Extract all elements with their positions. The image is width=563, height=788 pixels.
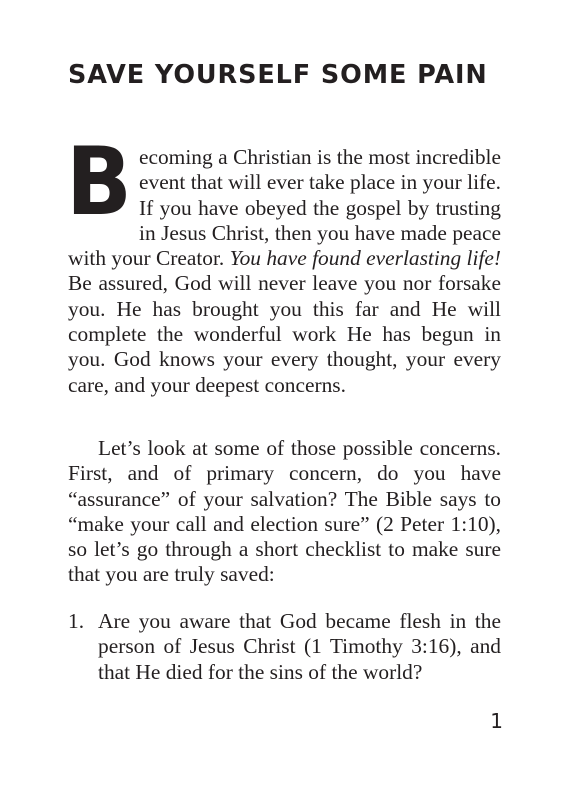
checklist-item-text: Are you aware that God became flesh in the person of Jesus Christ (1 Timothy 3:16), and that He died for the sins of the world? [98,609,501,684]
opening-text-part1: ecoming a Christian is the most incredible event that will ever take place in your life. If you have obeyed the gospel by trusting in Jesus Christ, then you have made peace with your Creator. [68,145,501,271]
emphasized-text: You have found everlasting life! [229,246,502,271]
opening-paragraph [66,128,502,398]
assurance-checklist [68,609,501,685]
checklist-item [68,609,501,685]
drop-cap-letter: B [66,128,132,237]
second-paragraph: Let’s look at some of those possible concerns. First, and of primary concern, do you have “assurance” of your salvation? The Bible says to “make your call and election sure” (2 Peter 1:10), so let’s go through a short checklist to make sure that you are truly saved: [68,436,501,587]
opening-text-part2: Be assured, God will never leave you nor forsake you. He has brought you this far and He will complete the wonderful work He has begun in you. God knows your every thought, your every care, and your deepest concerns. [68,271,501,397]
checklist-item-number: 1. [68,609,85,633]
page-number: 1 [490,709,503,733]
chapter-heading: SAVE YOURSELF SOME PAIN [68,60,488,90]
